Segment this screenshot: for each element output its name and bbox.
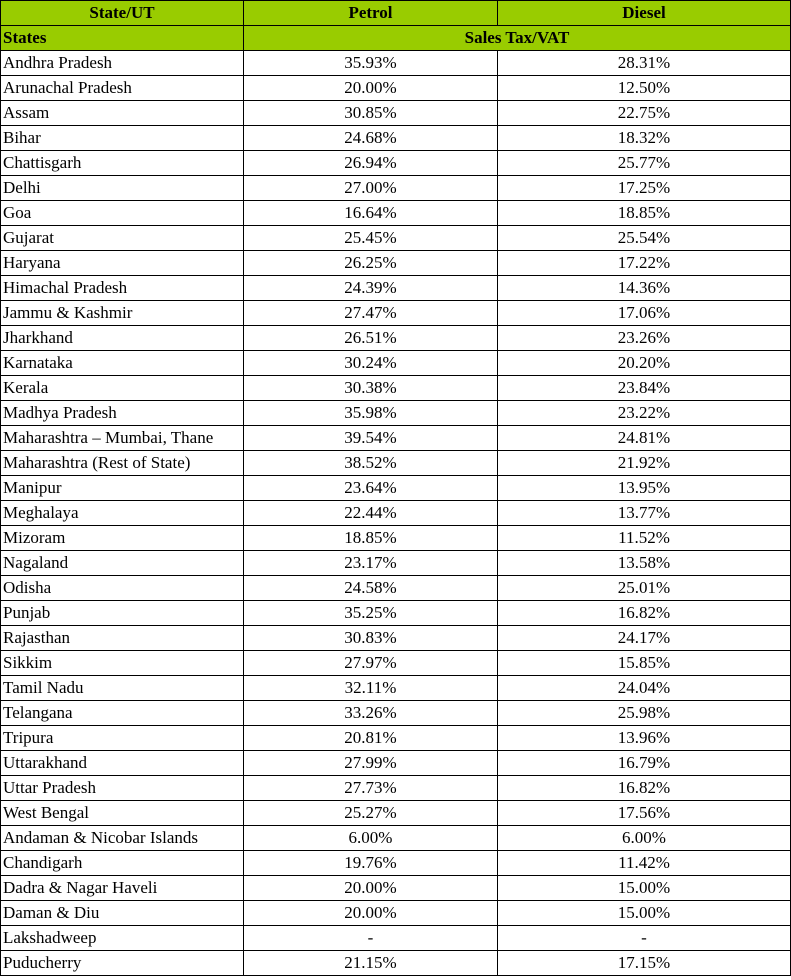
row-diesel-value: 17.25%: [498, 176, 791, 201]
row-petrol-value: 27.73%: [244, 776, 498, 801]
row-diesel-value: 17.56%: [498, 801, 791, 826]
table-row: [1, 151, 791, 176]
row-petrol-value: 24.58%: [244, 576, 498, 601]
row-diesel-value: 23.22%: [498, 401, 791, 426]
header-diesel: Diesel: [498, 1, 791, 26]
table-row: [1, 176, 791, 201]
table-row: [1, 226, 791, 251]
row-petrol-value: 35.25%: [244, 601, 498, 626]
row-petrol-value: 20.00%: [244, 901, 498, 926]
table-row: [1, 826, 791, 851]
table-row: [1, 651, 791, 676]
table-row: [1, 901, 791, 926]
row-diesel-value: 25.98%: [498, 701, 791, 726]
table-row: [1, 626, 791, 651]
row-petrol-value: 25.27%: [244, 801, 498, 826]
row-state-name: Jammu & Kashmir: [1, 301, 244, 326]
row-petrol-value: 18.85%: [244, 526, 498, 551]
table-row: [1, 101, 791, 126]
row-state-name: Chattisgarh: [1, 151, 244, 176]
row-diesel-value: 24.81%: [498, 426, 791, 451]
row-petrol-value: 21.15%: [244, 951, 498, 976]
table-row: [1, 276, 791, 301]
row-state-name: Manipur: [1, 476, 244, 501]
row-diesel-value: 16.79%: [498, 751, 791, 776]
table-row: [1, 576, 791, 601]
row-diesel-value: 28.31%: [498, 51, 791, 76]
row-petrol-value: 24.68%: [244, 126, 498, 151]
row-state-name: Punjab: [1, 601, 244, 626]
row-petrol-value: 30.83%: [244, 626, 498, 651]
row-state-name: West Bengal: [1, 801, 244, 826]
row-state-name: Andhra Pradesh: [1, 51, 244, 76]
table-row: [1, 301, 791, 326]
row-petrol-value: -: [244, 926, 498, 951]
header-petrol: Petrol: [244, 1, 498, 26]
table-row: [1, 401, 791, 426]
row-state-name: Meghalaya: [1, 501, 244, 526]
table-row: [1, 451, 791, 476]
row-diesel-value: 16.82%: [498, 776, 791, 801]
row-diesel-value: 6.00%: [498, 826, 791, 851]
row-state-name: Madhya Pradesh: [1, 401, 244, 426]
table-row: [1, 601, 791, 626]
row-state-name: Gujarat: [1, 226, 244, 251]
row-state-name: Karnataka: [1, 351, 244, 376]
row-petrol-value: 30.38%: [244, 376, 498, 401]
row-diesel-value: 16.82%: [498, 601, 791, 626]
row-state-name: Uttar Pradesh: [1, 776, 244, 801]
row-state-name: Andaman & Nicobar Islands: [1, 826, 244, 851]
row-petrol-value: 30.24%: [244, 351, 498, 376]
table-row: [1, 926, 791, 951]
table-row: [1, 751, 791, 776]
row-diesel-value: 25.77%: [498, 151, 791, 176]
row-petrol-value: 30.85%: [244, 101, 498, 126]
row-petrol-value: 32.11%: [244, 676, 498, 701]
row-petrol-value: 27.97%: [244, 651, 498, 676]
row-state-name: Sikkim: [1, 651, 244, 676]
table-row: [1, 701, 791, 726]
row-state-name: Himachal Pradesh: [1, 276, 244, 301]
row-petrol-value: 20.81%: [244, 726, 498, 751]
table-row: [1, 676, 791, 701]
row-diesel-value: 17.15%: [498, 951, 791, 976]
row-state-name: Chandigarh: [1, 851, 244, 876]
row-diesel-value: 23.84%: [498, 376, 791, 401]
row-petrol-value: 26.51%: [244, 326, 498, 351]
row-state-name: Puducherry: [1, 951, 244, 976]
row-diesel-value: 15.00%: [498, 876, 791, 901]
subheader-sales-tax: Sales Tax/VAT: [244, 26, 791, 51]
row-diesel-value: 22.75%: [498, 101, 791, 126]
row-petrol-value: 27.47%: [244, 301, 498, 326]
row-diesel-value: 13.96%: [498, 726, 791, 751]
row-diesel-value: 17.06%: [498, 301, 791, 326]
row-state-name: Bihar: [1, 126, 244, 151]
table-row: [1, 51, 791, 76]
row-diesel-value: 21.92%: [498, 451, 791, 476]
table-row: [1, 851, 791, 876]
row-diesel-value: 13.95%: [498, 476, 791, 501]
table-row: [1, 551, 791, 576]
row-state-name: Haryana: [1, 251, 244, 276]
row-petrol-value: 39.54%: [244, 426, 498, 451]
row-petrol-value: 20.00%: [244, 876, 498, 901]
row-petrol-value: 19.76%: [244, 851, 498, 876]
row-state-name: Telangana: [1, 701, 244, 726]
row-state-name: Maharashtra (Rest of State): [1, 451, 244, 476]
row-state-name: Daman & Diu: [1, 901, 244, 926]
table-row: [1, 76, 791, 101]
row-petrol-value: 33.26%: [244, 701, 498, 726]
row-petrol-value: 24.39%: [244, 276, 498, 301]
row-petrol-value: 23.64%: [244, 476, 498, 501]
table-row: [1, 526, 791, 551]
row-petrol-value: 38.52%: [244, 451, 498, 476]
row-state-name: Tripura: [1, 726, 244, 751]
row-petrol-value: 26.25%: [244, 251, 498, 276]
row-diesel-value: 15.00%: [498, 901, 791, 926]
row-state-name: Uttarakhand: [1, 751, 244, 776]
row-diesel-value: -: [498, 926, 791, 951]
row-diesel-value: 13.58%: [498, 551, 791, 576]
table-row: [1, 726, 791, 751]
row-petrol-value: 35.93%: [244, 51, 498, 76]
row-petrol-value: 6.00%: [244, 826, 498, 851]
table-row: [1, 476, 791, 501]
row-petrol-value: 27.00%: [244, 176, 498, 201]
row-petrol-value: 20.00%: [244, 76, 498, 101]
row-state-name: Goa: [1, 201, 244, 226]
row-state-name: Kerala: [1, 376, 244, 401]
table-row: [1, 376, 791, 401]
table-row: [1, 326, 791, 351]
table-row: [1, 876, 791, 901]
row-diesel-value: 18.85%: [498, 201, 791, 226]
row-petrol-value: 26.94%: [244, 151, 498, 176]
row-diesel-value: 24.17%: [498, 626, 791, 651]
header-state: State/UT: [1, 1, 244, 26]
table-row: [1, 251, 791, 276]
row-diesel-value: 17.22%: [498, 251, 791, 276]
row-state-name: Delhi: [1, 176, 244, 201]
row-state-name: Nagaland: [1, 551, 244, 576]
row-diesel-value: 18.32%: [498, 126, 791, 151]
table-row: [1, 201, 791, 226]
row-petrol-value: 25.45%: [244, 226, 498, 251]
row-state-name: Jharkhand: [1, 326, 244, 351]
row-diesel-value: 23.26%: [498, 326, 791, 351]
row-diesel-value: 15.85%: [498, 651, 791, 676]
row-state-name: Assam: [1, 101, 244, 126]
row-state-name: Tamil Nadu: [1, 676, 244, 701]
row-petrol-value: 23.17%: [244, 551, 498, 576]
header-row: [1, 1, 791, 26]
table-row: [1, 776, 791, 801]
row-diesel-value: 24.04%: [498, 676, 791, 701]
row-diesel-value: 25.54%: [498, 226, 791, 251]
row-diesel-value: 11.52%: [498, 526, 791, 551]
table-row: [1, 501, 791, 526]
row-diesel-value: 20.20%: [498, 351, 791, 376]
subheader-row: [1, 26, 791, 51]
row-diesel-value: 25.01%: [498, 576, 791, 601]
row-state-name: Lakshadweep: [1, 926, 244, 951]
table-row: [1, 126, 791, 151]
row-diesel-value: 12.50%: [498, 76, 791, 101]
subheader-states: States: [1, 26, 244, 51]
row-petrol-value: 16.64%: [244, 201, 498, 226]
row-state-name: Maharashtra – Mumbai, Thane: [1, 426, 244, 451]
row-state-name: Dadra & Nagar Haveli: [1, 876, 244, 901]
row-state-name: Arunachal Pradesh: [1, 76, 244, 101]
row-diesel-value: 11.42%: [498, 851, 791, 876]
row-diesel-value: 13.77%: [498, 501, 791, 526]
row-diesel-value: 14.36%: [498, 276, 791, 301]
table-row: [1, 351, 791, 376]
row-petrol-value: 22.44%: [244, 501, 498, 526]
row-state-name: Rajasthan: [1, 626, 244, 651]
table-row: [1, 951, 791, 976]
row-petrol-value: 35.98%: [244, 401, 498, 426]
row-state-name: Mizoram: [1, 526, 244, 551]
row-petrol-value: 27.99%: [244, 751, 498, 776]
table-row: [1, 426, 791, 451]
row-state-name: Odisha: [1, 576, 244, 601]
table-row: [1, 801, 791, 826]
